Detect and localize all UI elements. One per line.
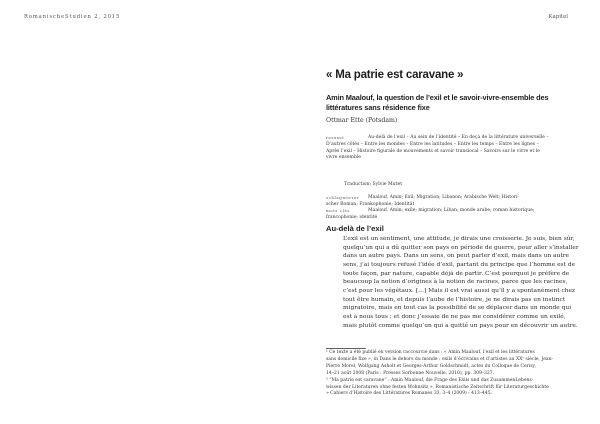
article-title: « Ma patrie est caravane » bbox=[326, 69, 464, 81]
subtitle-line: littératures sans résidence fixe bbox=[326, 103, 430, 113]
article-subtitle bbox=[326, 93, 576, 114]
body-line: L’exil est un sentiment, une attitude, je dirais une croisserie. Je suis, bien sûr, bbox=[343, 236, 575, 242]
body-line: quelqu’un qui a dû quitter son pays en période de guerre, pour aller s’installer bbox=[343, 244, 579, 251]
footnote-line: sans domicile fixe », in Dans le dehors du monde : exils d’écrivains et d’artistes au XXᵉ siècle, Jean- bbox=[326, 356, 554, 362]
body-line: est à nous tous ; et donc j’essaie de ne pas me considérer comme un exilé, bbox=[343, 313, 566, 320]
resume-line: Au-delà de l’exil – Au sein de l’identité – En deçà de la littérature universelle – bbox=[368, 135, 549, 140]
translation-credit: Traduction: Sylvie Mutet bbox=[344, 182, 403, 187]
body-line: migratoire, mais en tout cas la possibilité de se déplacer dans un monde qui bbox=[343, 305, 572, 312]
body-paragraph bbox=[326, 235, 579, 330]
footnote-line: wissen der Literaturen ohne festen Wohnsitz », Romanistische Zeitschrift für Literaturgeschichte bbox=[326, 384, 549, 390]
footnote-line: » Cahiers d’Histoire des Littératures Romanes 33, 3–4 (2009) : 413–445. bbox=[326, 391, 493, 397]
footnotes bbox=[326, 350, 576, 398]
resume-line: Après l’exil – Histoire figurale de mouvements et savoir translocal – Savoirs sur le vivre et le bbox=[326, 148, 540, 154]
footnote-line: 14–21 août 2008 (Paris : Presses Sorbonne Nouvelle, 2010), pp. 309–327. bbox=[326, 370, 495, 376]
body-line: sens, j’ai toujours refusé l’idée d’exil, partant du principe que l’homme est de bbox=[343, 261, 576, 268]
mots-cles-line: francophonie; identité bbox=[326, 214, 378, 220]
body-line: beaucoup la notion d’origines à la notion de racines, parce que les racines, bbox=[343, 279, 568, 286]
mots-cles-label: mots clés bbox=[326, 208, 350, 213]
body-line: dans un autre pays. Dans un sens, on peut parler d’exil, mais dans un autre bbox=[343, 253, 570, 260]
author-line: Ottmar Ette (Potsdam) bbox=[326, 117, 398, 124]
resume-line: vivre ensemble bbox=[326, 155, 361, 161]
footnote-divider bbox=[326, 348, 366, 349]
footnote-line: Pierre Morel, Wolfgang Asholt et Georges-Arthur Goldschmidt, actes du Colloque de Cerisy, bbox=[326, 363, 536, 369]
mots-cles-line: Maalouf, Amin; exile; migration; Liban; monde arabe; roman historique; bbox=[368, 208, 535, 213]
subtitle-line: Amin Maalouf, la question de l’exil et le savoir-vivre-ensemble des bbox=[326, 93, 549, 102]
body-line: tout être humain, et depuis l’aube de l’histoire, je ne dirais pas un instinct bbox=[343, 296, 566, 303]
body-line: c’est pour les végétaux. […] Mais il est vrai aussi qu’il y a spontanément chez bbox=[343, 287, 576, 294]
header-section-label: Kapitel bbox=[548, 14, 568, 20]
schlagwoerter-label: schlagwörter bbox=[326, 195, 360, 200]
footnote-line: ² “Ma patrie est caravane” : Amin Maalouf, die Frage des Exils und das ZusammenLebens- bbox=[326, 377, 534, 383]
section-heading: Au-delà de l’exil bbox=[326, 224, 384, 233]
footnote-line: ¹ Ce texte a été publié en version raccourcie dans : « Amin Maalouf, l’exil et les littératures bbox=[326, 350, 535, 355]
resume-line: D’autres côtés – Entre les mondes – Entre les latitudes – Entre les temps – Entre les lignes – bbox=[326, 141, 539, 147]
running-header: RomanischeStudien 2, 2015 bbox=[24, 14, 121, 20]
schlagwoerter-line: Maalouf, Amin; Exil; Migration; Libanon; Arabische Welt; Histori- bbox=[368, 195, 520, 200]
body-line: toute façon, par nature, capable déjà de partir. C’est pourquoi je préfère de bbox=[343, 270, 570, 277]
schlagwoerter-line: scher Roman; Frankophonie; Identität bbox=[326, 201, 415, 207]
resume-label: resumé bbox=[326, 135, 345, 140]
body-line: mais plutôt comme quelqu’un qui a quitté un pays pour en découvrir un autre. bbox=[343, 322, 578, 329]
